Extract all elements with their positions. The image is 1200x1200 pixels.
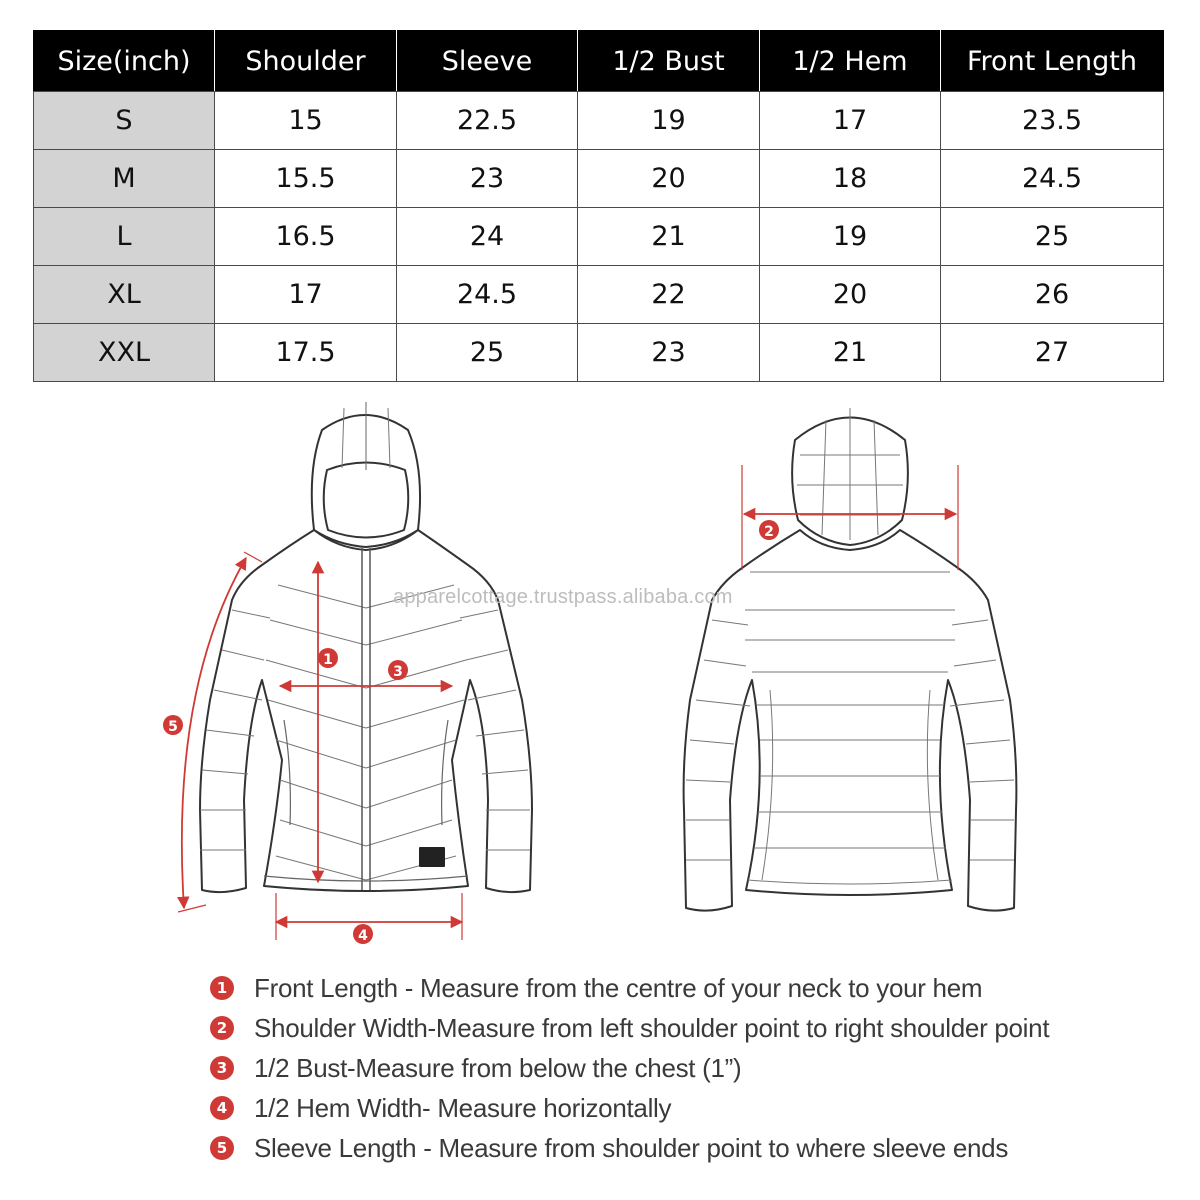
table-cell: 19 <box>578 92 760 150</box>
header-half-bust: 1/2 Bust <box>578 31 760 92</box>
legend-item-half-bust <box>210 1048 1110 1088</box>
table-cell: 25 <box>397 324 578 382</box>
header-shoulder: Shoulder <box>215 31 397 92</box>
marker-5 <box>163 715 183 735</box>
legend-text: 1/2 Bust-Measure from below the chest (1”) <box>254 1052 742 1083</box>
table-row <box>34 150 1164 208</box>
table-cell: 18 <box>760 150 941 208</box>
table-cell: 24.5 <box>941 150 1164 208</box>
table-cell: 15.5 <box>215 150 397 208</box>
legend-item-shoulder-width <box>210 1008 1110 1048</box>
number-badge-icon: 4 <box>210 1096 234 1120</box>
number-badge-icon: 3 <box>210 1056 234 1080</box>
marker-3 <box>388 660 408 680</box>
table-cell: 20 <box>578 150 760 208</box>
size-cell: XXL <box>34 324 215 382</box>
legend-text: 1/2 Hem Width- Measure horizontally <box>254 1092 672 1123</box>
table-cell: 21 <box>760 324 941 382</box>
table-cell: 27 <box>941 324 1164 382</box>
size-cell: L <box>34 208 215 266</box>
svg-text:4: 4 <box>358 928 368 944</box>
table-cell: 19 <box>760 208 941 266</box>
size-cell: M <box>34 150 215 208</box>
table-row <box>34 324 1164 382</box>
table-cell: 21 <box>578 208 760 266</box>
size-chart-table <box>33 30 1164 382</box>
header-sleeve: Sleeve <box>397 31 578 92</box>
table-cell: 20 <box>760 266 941 324</box>
size-cell: XL <box>34 266 215 324</box>
table-cell: 23.5 <box>941 92 1164 150</box>
legend-text: Sleeve Length - Measure from shoulder point to where sleeve ends <box>254 1132 1009 1163</box>
table-cell: 16.5 <box>215 208 397 266</box>
legend-text: Front Length - Measure from the centre of your neck to your hem <box>254 972 983 1003</box>
svg-text:3: 3 <box>393 664 403 680</box>
marker-1 <box>318 648 338 668</box>
table-cell: 22 <box>578 266 760 324</box>
marker-4 <box>353 924 373 944</box>
table-cell: 23 <box>578 324 760 382</box>
svg-text:5: 5 <box>168 719 178 735</box>
measurement-legend <box>210 968 1110 1168</box>
legend-text: Shoulder Width-Measure from left shoulder point to right shoulder point <box>254 1012 1050 1043</box>
table-cell: 17 <box>760 92 941 150</box>
table-cell: 25 <box>941 208 1164 266</box>
legend-item-sleeve-length <box>210 1128 1110 1168</box>
svg-text:1: 1 <box>323 652 333 668</box>
legend-item-front-length <box>210 968 1110 1008</box>
table-row <box>34 266 1164 324</box>
table-row <box>34 208 1164 266</box>
number-badge-icon: 5 <box>210 1136 234 1160</box>
svg-text:2: 2 <box>764 524 774 540</box>
table-row <box>34 92 1164 150</box>
table-cell: 26 <box>941 266 1164 324</box>
table-cell: 23 <box>397 150 578 208</box>
number-badge-icon: 2 <box>210 1016 234 1040</box>
number-badge-icon: 1 <box>210 976 234 1000</box>
table-header-row <box>34 31 1164 92</box>
table-cell: 17.5 <box>215 324 397 382</box>
marker-2 <box>759 520 779 540</box>
header-half-hem: 1/2 Hem <box>760 31 941 92</box>
table-cell: 17 <box>215 266 397 324</box>
jacket-measurement-diagram <box>0 395 1200 965</box>
size-cell: S <box>34 92 215 150</box>
table-cell: 24.5 <box>397 266 578 324</box>
table-cell: 22.5 <box>397 92 578 150</box>
watermark-text: apparelcottage.trustpass.alibaba.com <box>393 586 733 608</box>
back-jacket-illustration <box>684 408 1017 911</box>
header-front-length: Front Length <box>941 31 1164 92</box>
legend-item-half-hem <box>210 1088 1110 1128</box>
header-size: Size(inch) <box>34 31 215 92</box>
table-cell: 15 <box>215 92 397 150</box>
table-cell: 24 <box>397 208 578 266</box>
front-jacket-illustration <box>200 402 532 892</box>
